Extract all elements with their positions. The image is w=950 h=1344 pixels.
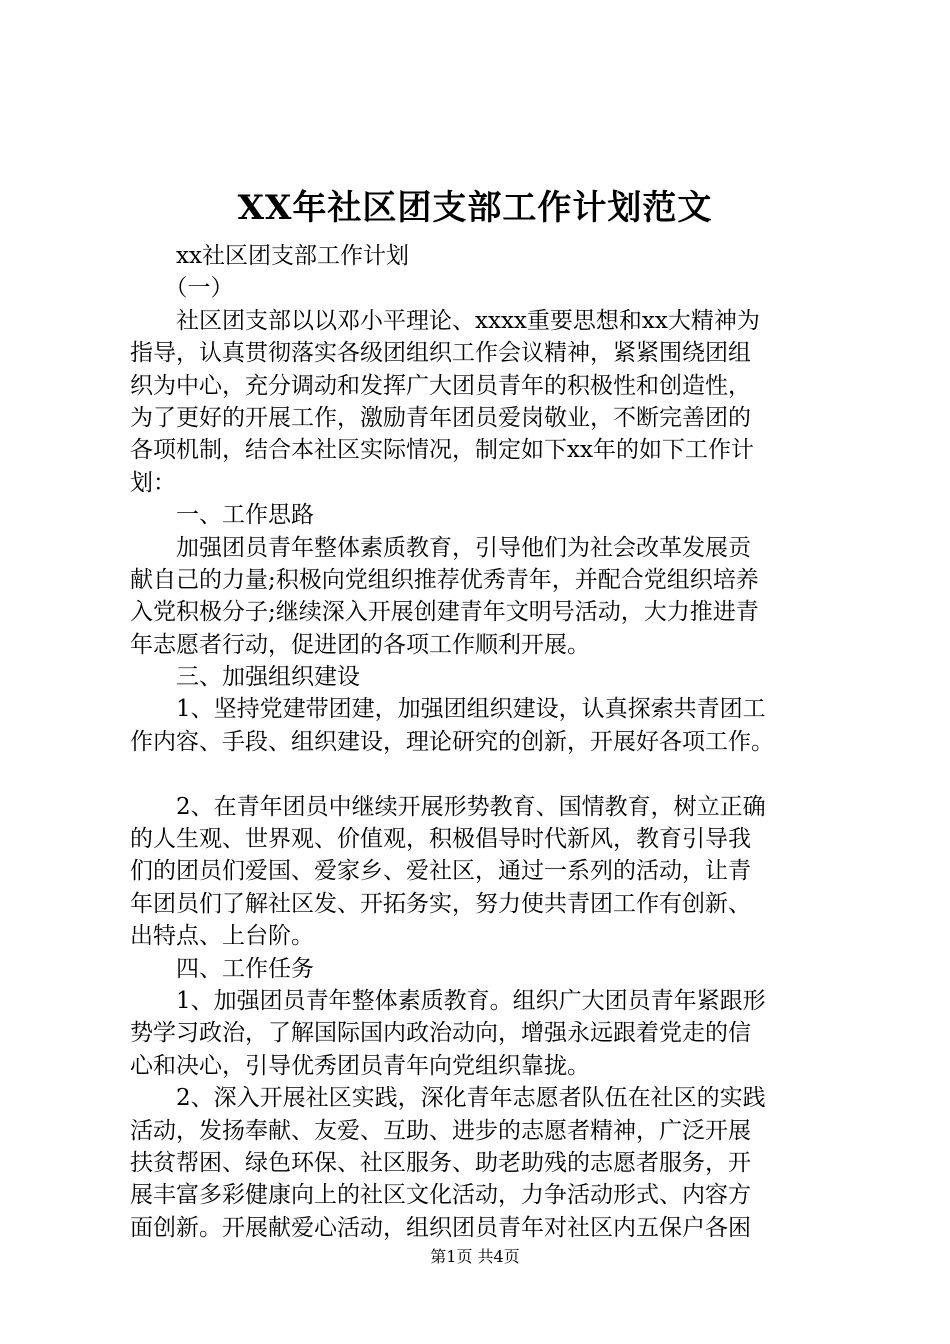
text-line: 指导，认真贯彻落实各级团组织工作会议精神，紧紧围绕团组: [130, 340, 751, 367]
document-title: XX年社区团支部工作计划范文: [237, 188, 713, 228]
text-line: 入党积极分子;继续深入开展创建青年文明号活动，大力推进青: [130, 599, 759, 626]
text-line: 的人生观、世界观、价值观，积极倡导时代新风，教育引导我: [130, 826, 751, 853]
text-line: 们的团员们爱国、爱家乡、爱社区，通过一系列的活动，让青: [130, 858, 751, 885]
section-heading: 四、工作任务: [130, 955, 314, 982]
text-line: 1、加强团员青年整体素质教育。组织广大团员青年紧跟形: [130, 987, 766, 1014]
text-line: 势学习政治，了解国际国内政治动向，增强永远跟着党走的信: [130, 1020, 751, 1047]
page-footer: 第1页 共4页: [430, 1247, 520, 1266]
text-line: 加强团员青年整体素质教育，引导他们为社会改革发展贡: [130, 534, 751, 561]
text-line: 年志愿者行动，促进团的各项工作顺利开展。: [130, 631, 590, 658]
text-line: （一）: [130, 275, 234, 302]
text-line: 1、坚持党建带团建，加强团组织建设，认真探索共青团工: [130, 696, 766, 723]
text-line: 出特点、上台阶。: [130, 923, 314, 950]
text-line: 活动，发扬奉献、友爱、互助、进步的志愿者精神，广泛开展: [130, 1117, 751, 1144]
text-line: 展丰富多彩健康向上的社区文化活动，力争活动形式、内容方: [130, 1182, 751, 1209]
section-heading: 三、加强组织建设: [130, 664, 360, 691]
text-line: 年团员们了解社区发、开拓务实，努力使共青团工作有创新、: [130, 890, 751, 917]
text-line: 2、深入开展社区实践，深化青年志愿者队伍在社区的实践: [130, 1085, 766, 1112]
blank-line: [130, 758, 830, 790]
text-line: 为了更好的开展工作，激励青年团员爱岗敬业，不断完善团的: [130, 404, 751, 431]
text-line: 献自己的力量;积极向党组织推荐优秀青年，并配合党组织培养: [130, 566, 759, 593]
text-line: 扶贫帮困、绿色环保、社区服务、助老助残的志愿者服务，开: [130, 1149, 751, 1176]
document-body: [130, 240, 830, 1244]
text-line: 织为中心，充分调动和发挥广大团员青年的积极性和创造性，: [130, 372, 751, 399]
text-line: 作内容、手段、组织建设，理论研究的创新，开展好各项工作。: [130, 728, 774, 755]
text-line: 各项机制，结合本社区实际情况，制定如下xx年的如下工作计: [130, 437, 754, 464]
text-line: 划：: [130, 469, 176, 496]
section-heading: 一、工作思路: [130, 502, 314, 529]
text-line: 心和决心，引导优秀团员青年向党组织靠拢。: [130, 1052, 590, 1079]
text-line: 社区团支部以以邓小平理论、xxxx重要思想和xx大精神为: [130, 307, 760, 334]
text-line: 2、在青年团员中继续开展形势教育、国情教育，树立正确: [130, 793, 766, 820]
text-line: xx社区团支部工作计划: [130, 243, 409, 269]
text-line: 面创新。开展献爱心活动，组织团员青年对社区内五保户各困: [130, 1214, 751, 1241]
